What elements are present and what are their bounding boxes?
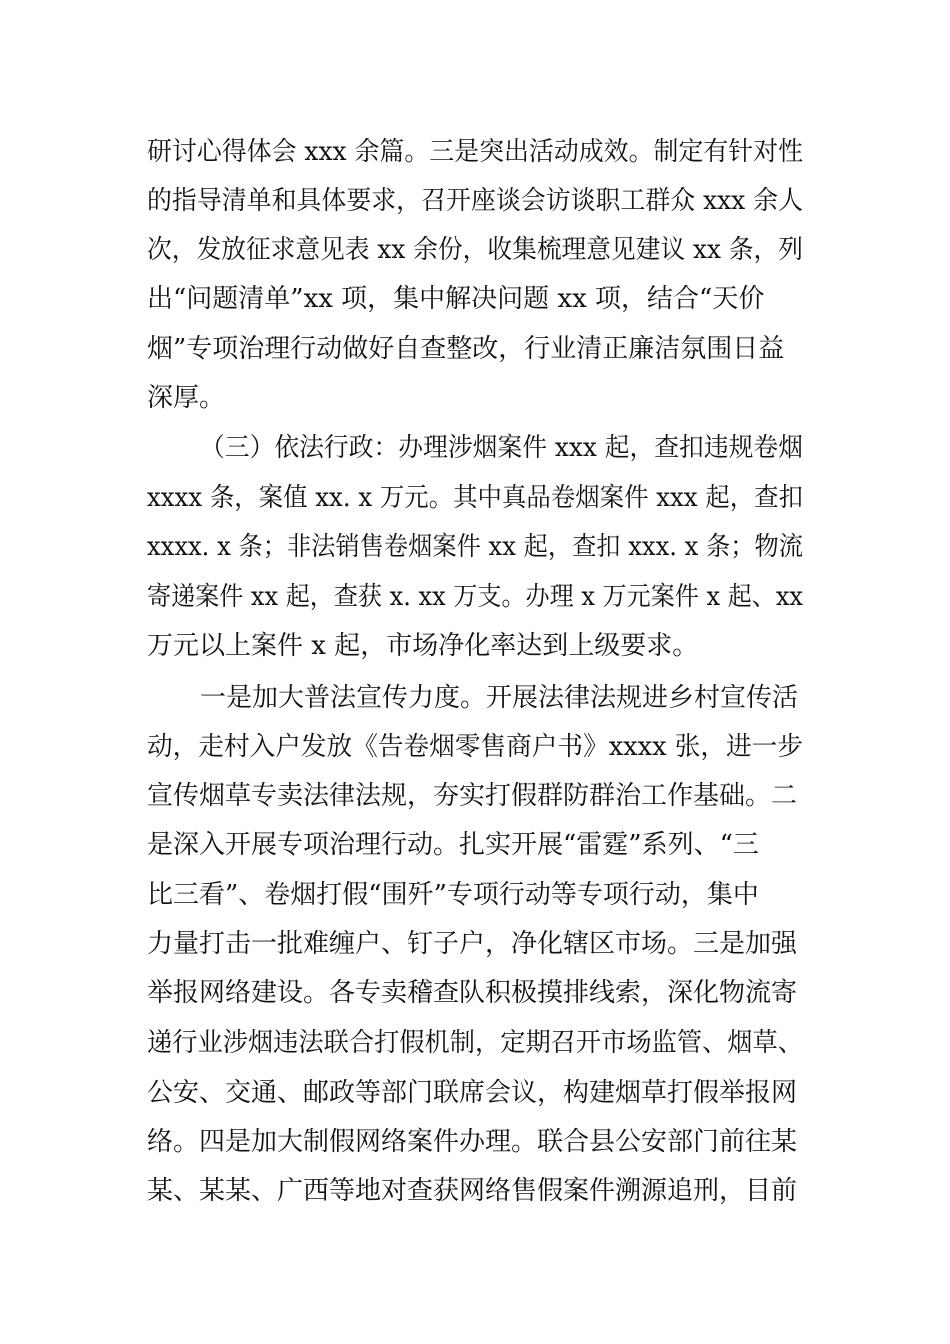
line-text: 举报网络建设。各专卖稽查队积极摸排线索，深化物流寄: [147, 978, 798, 1008]
line-text: 万元以上案件 x 起，市场净化率达到上级要求。: [147, 631, 699, 661]
text-line: [0, 522, 950, 572]
text-line: [0, 373, 950, 423]
line-text: 一是加大普法宣传力度。开展法律法规进乡村宣传活: [200, 683, 799, 713]
text-line: [0, 870, 950, 920]
text-line: [0, 274, 950, 324]
line-text: 宣传烟草专卖法律法规，夯实打假群防群治工作基础。二: [147, 781, 798, 811]
line-text: 次，发放征求意见表 xx 余份，收集梳理意见建议 xx 条，列: [147, 235, 803, 265]
text-line: [0, 771, 950, 821]
line-text: xxxx 条，案值 xx. x 万元。其中真品卷烟案件 xxx 起，查扣: [147, 483, 803, 513]
line-text: 深厚。: [147, 383, 226, 413]
text-line: [0, 673, 950, 723]
text-line: [0, 572, 950, 622]
text-line: [0, 324, 950, 374]
line-text: 递行业涉烟违法联合打假机制，定期召开市场监管、烟草、: [147, 1028, 803, 1058]
text-line: [0, 225, 950, 275]
text-line: [0, 1068, 950, 1118]
text-line: [0, 127, 950, 177]
text-line: [0, 473, 950, 523]
line-text: xxxx. x 条；非法销售卷烟案件 xx 起，查扣 xxx. x 条；物流: [147, 532, 803, 562]
text-line: [0, 1166, 950, 1216]
text-line: [0, 919, 950, 969]
line-text: 寄递案件 xx 起，查获 x. xx 万支。办理 x 万元案件 x 起、xx: [147, 582, 803, 612]
line-text: 的指导清单和具体要求，召开座谈会访谈职工群众 xxx 余人: [147, 186, 803, 216]
text-line: [0, 621, 950, 671]
line-text: 研讨心得体会 xxx 余篇。三是突出活动成效。制定有针对性: [147, 137, 803, 167]
text-line: [0, 968, 950, 1018]
text-line: [0, 722, 950, 772]
line-text: 动，走村入户发放《告卷烟零售商户书》xxxx 张，进一步: [147, 732, 803, 762]
text-line: [0, 1117, 950, 1167]
line-text: 公安、交通、邮政等部门联席会议，构建烟草打假举报网: [147, 1078, 798, 1108]
line-text: 某、某某、广西等地对查获网络售假案件溯源追刑，目前: [147, 1176, 798, 1206]
line-text: （三）依法行政：办理涉烟案件 xxx 起，查扣违规卷烟: [200, 433, 803, 463]
line-text: 力量打击一批难缠户、钉子户，净化辖区市场。三是加强: [147, 929, 798, 959]
line-text: 络。四是加大制假网络案件办理。联合县公安部门前往某: [147, 1127, 798, 1157]
section-heading-line: [0, 423, 950, 473]
line-text: 是深入开展专项治理行动。扎实开展“雷霆”系列、“三: [147, 830, 759, 860]
line-text: 烟”专项治理行动做好自查整改，行业清正廉洁氛围日益: [147, 334, 785, 364]
text-line: [0, 820, 950, 870]
line-text: 比三看”、卷烟打假“围歼”专项行动等专项行动，集中: [147, 880, 759, 910]
line-text: 出“问题清单”xx 项，集中解决问题 xx 项，结合“天价: [147, 284, 765, 314]
text-line: [0, 1018, 950, 1068]
text-line: [0, 176, 950, 226]
